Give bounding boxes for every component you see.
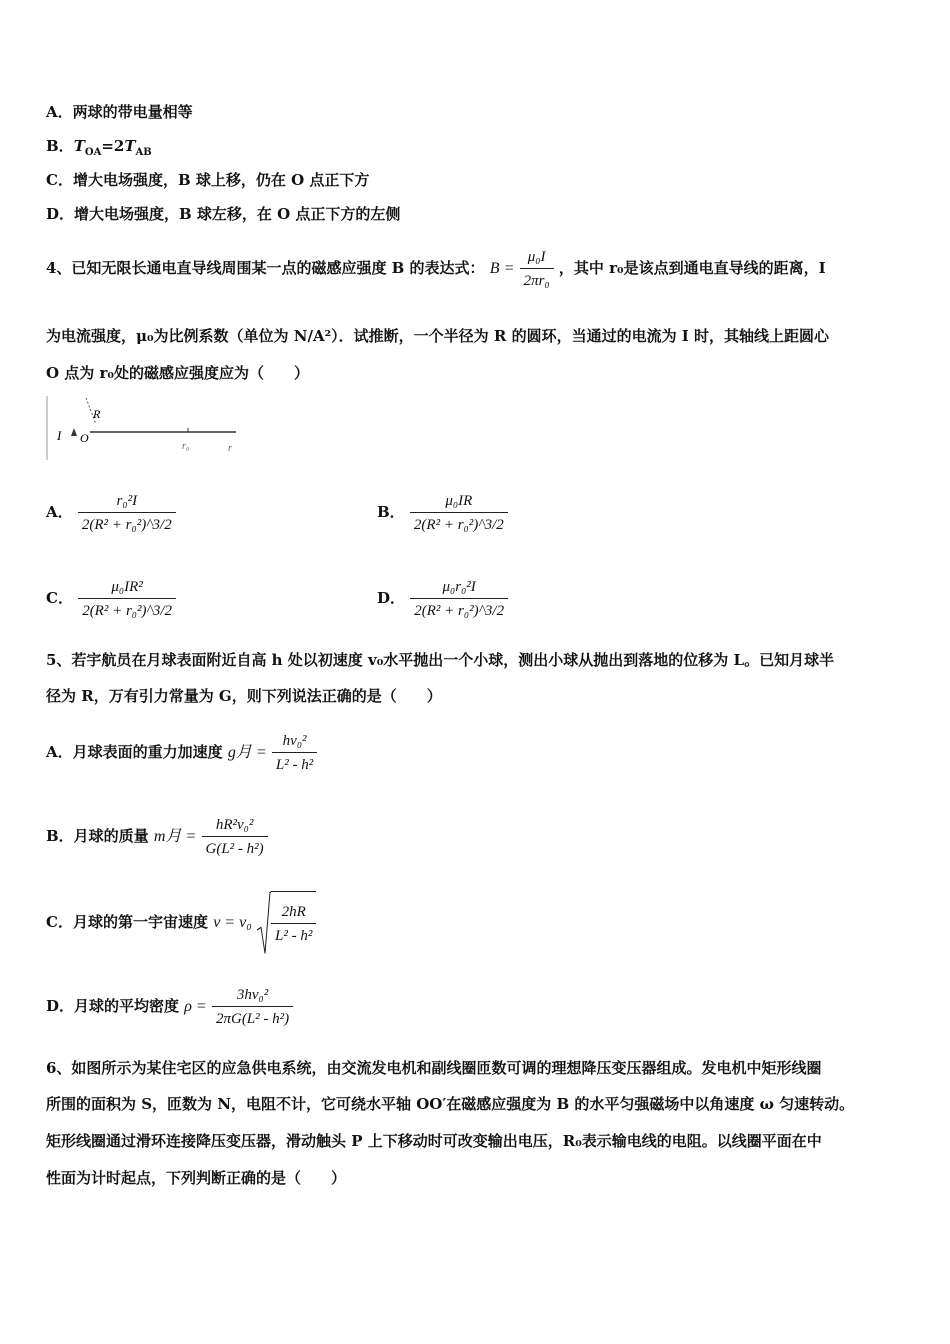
q3-option-b-label: B． <box>46 137 74 155</box>
q4-option-d-den: 2(R² + r₀²)^3/2 <box>414 602 505 619</box>
q5-option-a-den: L² - h² <box>275 756 314 773</box>
q5-option-b-lhs: m月 = <box>153 828 197 845</box>
q5-option-c-text: C．月球的第一宇宙速度 <box>46 913 208 931</box>
q4-line1-before: 4、已知无限长通电直导线周围某一点的磁感应强度 B 的表达式： <box>46 259 485 277</box>
q4-option-d-fraction <box>410 576 508 623</box>
q5-option-c-fraction <box>271 901 316 948</box>
q5-option-c-den: L² - h² <box>274 928 313 944</box>
q4-option-d <box>377 566 508 630</box>
q4-option-c-num: μ₀IR² <box>78 576 176 599</box>
q5-option-a-lhs: g月 = <box>227 744 267 761</box>
q5-stem-line1: 5、若宇航员在月球表面附近自高 h 处以初速度 v₀水平抛出一个小球，测出小球从抛出到落地的位移为 L。已知月球半 <box>46 651 835 669</box>
q5-option-d-lhs: ρ = <box>184 998 207 1015</box>
q5-option-a-num: hv₀² <box>272 730 317 753</box>
q4-option-b <box>377 480 508 544</box>
q4-stem-line3: O 点为 r₀处的磁感应强度应为（ ） <box>46 364 309 382</box>
q3-option-c: C．增大电场强度，B 球上移，仍在 O 点正下方 <box>46 171 370 189</box>
q5-option-a-fraction <box>272 730 317 777</box>
q4-option-c <box>46 566 176 630</box>
q4-formula-den: 2πr₀ <box>523 272 550 289</box>
q5-option-d-den: 2πG(L² - h²) <box>215 1010 290 1027</box>
q5-stem-line2: 径为 R，万有引力常量为 G，则下列说法正确的是（ ） <box>46 687 442 705</box>
q3-option-a: A．两球的带电量相等 <box>46 103 193 121</box>
q5-option-b-fraction <box>202 814 268 861</box>
q5-option-d-fraction <box>212 984 293 1031</box>
q4-option-b-num: μ₀IR <box>410 490 508 513</box>
q6-stem-line1: 6、如图所示为某住宅区的应急供电系统，由交流发电机和副线圈匝数可调的理想降压变压器组成。发电机中矩形线圈 <box>46 1059 822 1077</box>
q3-b-eq: =2 <box>101 137 125 155</box>
q4-option-b-label: B． <box>377 503 405 521</box>
q4-option-c-label: C． <box>46 589 73 607</box>
q4-option-a-label: A． <box>46 503 73 521</box>
q6-stem-line4: 性面为计时起点，下列判断正确的是（ ） <box>46 1169 347 1187</box>
q5-option-b-num: hR²v₀² <box>202 814 268 837</box>
sqrt-radical-icon <box>257 891 271 956</box>
q5-option-b-text: B．月球的质量 <box>46 827 149 845</box>
q4-formula-num: μ₀I <box>520 246 554 269</box>
q4-option-a-den: 2(R² + r₀²)^3/2 <box>81 516 172 533</box>
radius-label: R <box>93 407 101 421</box>
q3-b-t2: T <box>124 137 136 155</box>
q4-option-d-label: D． <box>377 589 406 607</box>
q4-formula-fraction <box>520 246 554 293</box>
q4-ring-axis-figure <box>46 394 246 464</box>
q4-option-c-den: 2(R² + r₀²)^3/2 <box>82 602 173 619</box>
q6-stem-line3: 矩形线圈通过滑环连接降压变压器，滑动触头 P 上下移动时可改变输出电压，R₀表示输电线的电阻。以线圈平面在中 <box>46 1132 822 1150</box>
q3-option-b <box>46 136 152 163</box>
axis-label: r <box>228 443 232 454</box>
q4-formula-lhs: B = <box>489 260 515 277</box>
q5-option-b-den: G(L² - h²) <box>205 840 264 857</box>
q4-option-d-num: μ₀r₀²I <box>410 576 508 599</box>
r0-label: r₀ <box>182 441 190 452</box>
q4-option-b-den: 2(R² + r₀²)^3/2 <box>413 516 504 533</box>
q5-option-d <box>46 976 293 1036</box>
current-label: I <box>57 428 62 443</box>
q4-option-c-fraction <box>78 576 176 623</box>
q4-stem-line1 <box>46 240 826 296</box>
q4-option-a-num: r₀²I <box>78 490 176 513</box>
q5-option-a-text: A．月球表面的重力加速度 <box>46 743 223 761</box>
q3-option-d: D．增大电场强度，B 球左移，在 O 点正下方的左侧 <box>46 205 401 223</box>
q5-option-c-sqrt <box>257 891 316 956</box>
q5-option-d-num: 3hv₀² <box>212 984 293 1007</box>
current-arrow-icon <box>71 428 77 436</box>
q5-option-c-num: 2hR <box>271 901 316 924</box>
q4-stem-line2: 为电流强度，μ₀为比例系数（单位为 N/A²）．试推断，一个半径为 R 的圆环，当通过的电流为 I 时，其轴线上距圆心 <box>46 327 830 345</box>
q6-stem-line2: 所围的面积为 S，匝数为 N，电阻不计，它可绕水平轴 OO′在磁感应强度为 B 的水平匀强磁场中以角速度 ω 匀速转动。 <box>46 1095 855 1113</box>
q5-option-d-text: D．月球的平均密度 <box>46 997 180 1015</box>
q3-b-sub1: OA <box>84 147 102 158</box>
q4-line1-after: ，其中 r₀是该点到通电直导线的距离，I <box>558 259 826 277</box>
origin-label: O <box>80 431 89 445</box>
q4-option-b-fraction <box>410 490 508 537</box>
q5-option-b <box>46 806 268 866</box>
q5-option-c-lhs: v = v₀ <box>213 914 252 931</box>
q5-option-a <box>46 722 317 782</box>
q3-b-sub2: AB <box>135 147 152 158</box>
q4-option-a-fraction <box>78 490 176 537</box>
q4-option-a <box>46 480 176 544</box>
q5-option-c <box>46 890 316 954</box>
q3-b-t1: T <box>73 137 85 155</box>
